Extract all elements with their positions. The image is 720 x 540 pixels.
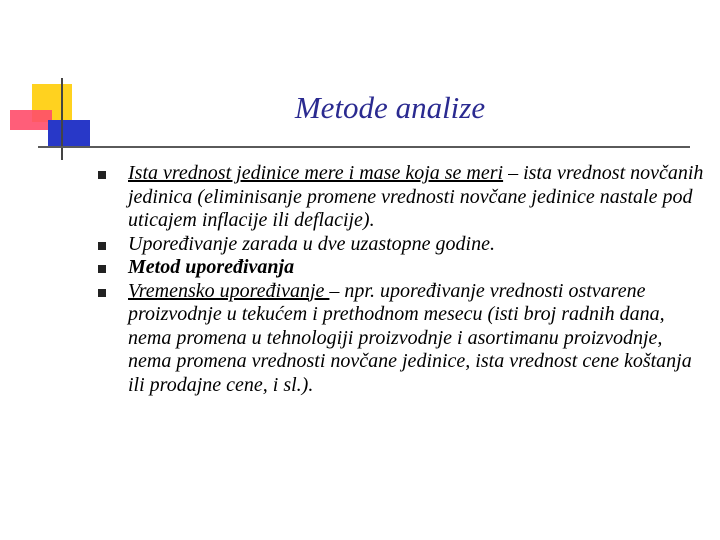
list-item xyxy=(98,162,708,233)
title-divider-line xyxy=(38,146,690,148)
list-item xyxy=(98,280,708,398)
bullet-list xyxy=(98,162,708,397)
list-item xyxy=(98,233,708,257)
decorative-red-bar xyxy=(10,110,52,130)
square-bullet-icon xyxy=(98,289,106,297)
decorative-blue-square xyxy=(48,120,90,146)
underlined-phrase: Ista vrednost jedinice mere i mase koja se meri xyxy=(128,162,504,184)
bullet-text: Upoređivanje zarada u dve uzastopne godine. xyxy=(128,232,495,255)
bold-phrase: Metod upoređivanja xyxy=(128,256,295,278)
bullet-text: – ista vrednost novčanih jedinica (eliminisanje promene vrednosti novčane jedinice nastale pod uticajem inflacije ili deflacije). xyxy=(128,162,704,231)
square-bullet-icon xyxy=(98,242,106,250)
list-item xyxy=(98,256,708,280)
square-bullet-icon xyxy=(98,171,106,179)
underlined-phrase: Vremensko upoređivanje xyxy=(128,279,330,302)
bullet-text: – npr. upoređivanje vrednosti ostvarene proizvodnje u tekućem i prethodnom mesecu (isti broj radnih dana, nema promena u tehnologiji proizvodnje i asortimanu proizvodnje, nema promena vrednosti novčane jedinice, ista vrednost cene koštanja ili prodajne cene, i sl.). xyxy=(128,279,692,396)
square-bullet-icon xyxy=(98,265,106,273)
slide-title: Metode analize xyxy=(294,90,486,125)
